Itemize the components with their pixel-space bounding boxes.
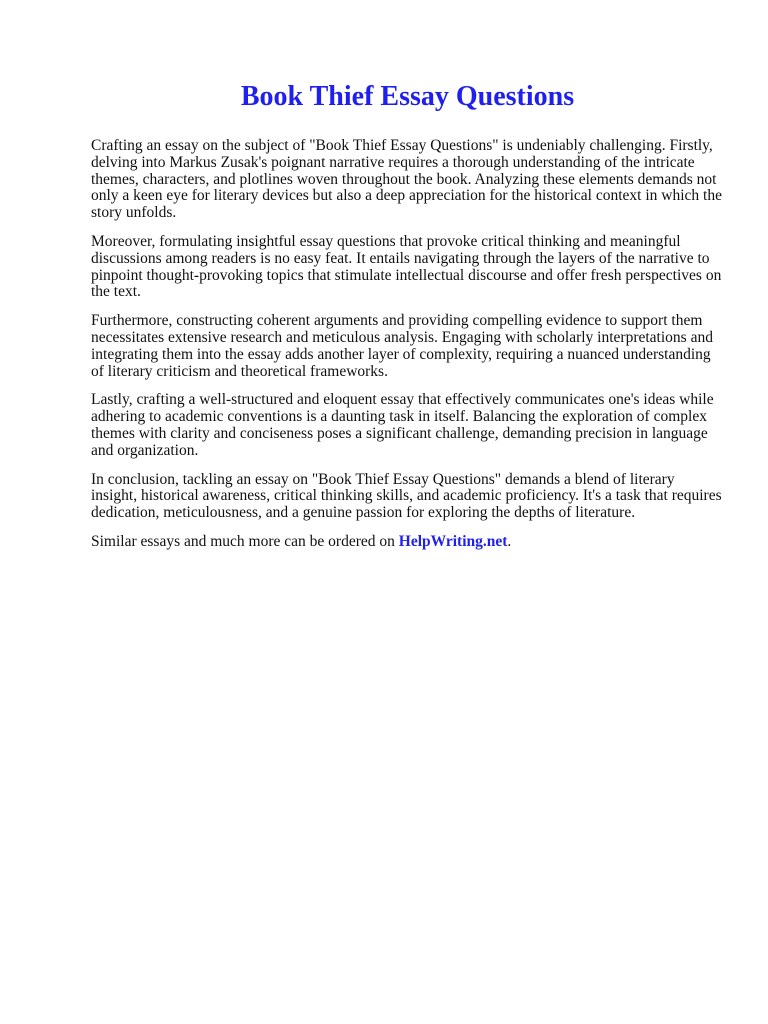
paragraph-3: Furthermore, constructing coherent arguments and providing compelling evidence to support them necessitates extensive research and meticulous analysis. Engaging with scholarly interpretations and integrating them into the essay adds another layer of complexity, requiring a nuanced understanding of literary criticism and theoretical frameworks.: [91, 312, 713, 380]
paragraph-5: In conclusion, tackling an essay on "Book Thief Essay Questions" demands a blend of literary insight, historical awareness, critical thinking skills, and academic proficiency. It's a task that requires dedication, meticulousness, and a genuine passion for exploring the depths of literature.: [91, 470, 722, 522]
footer-suffix: .: [507, 532, 512, 550]
paragraph-2: Moreover, formulating insightful essay questions that provoke critical thinking and meaningful discussions among readers is no easy feat. It entails navigating through the layers of the narrative to pinpoint thought-provoking topics that stimulate intellectual discourse and offer fresh perspectives on the text.: [91, 232, 722, 301]
document-page: [91, 80, 724, 563]
document-title: Book Thief Essay Questions: [240, 81, 575, 112]
footer-prefix: Similar essays and much more can be ordered on: [91, 532, 399, 550]
helpwriting-link[interactable]: HelpWriting.net: [398, 532, 508, 550]
paragraph-1: Crafting an essay on the subject of "Book Thief Essay Questions" is undeniably challenging. Firstly, delving into Markus Zusak's poignant narrative requires a thorough understanding of the intricate themes, characters, and plotlines woven throughout the book. Analyzing these elements demands not only a keen eye for literary devices but also a deep appreciation for the historical context in which the story unfolds.: [91, 137, 722, 222]
paragraph-4: Lastly, crafting a well-structured and eloquent essay that effectively communicates one's ideas while adhering to academic conventions is a daunting task in itself. Balancing the exploration of complex themes with clarity and conciseness poses a significant challenge, demanding precision in language and organization.: [91, 391, 714, 459]
footer-line: [91, 534, 724, 551]
